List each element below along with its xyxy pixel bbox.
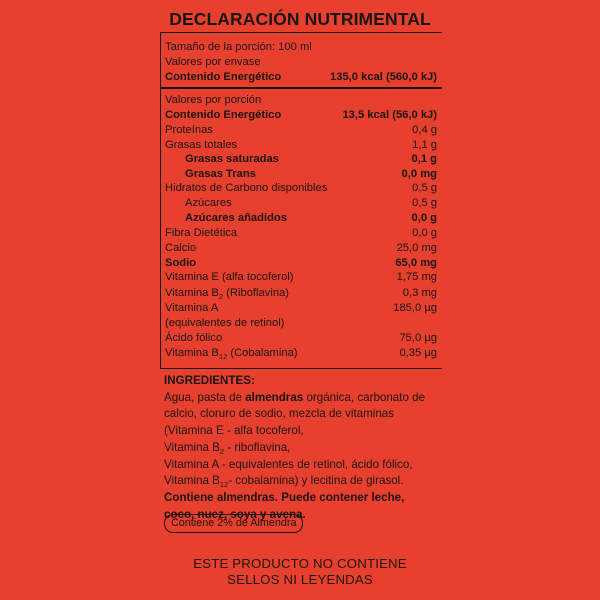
serving-energy-row [165, 108, 437, 122]
nutrient-label: Grasas saturadas [185, 153, 279, 165]
nutrient-label: Vitamina E (alfa tocoferol) [165, 271, 294, 283]
vitamin-prefix: Vitamina B [165, 347, 219, 359]
nutrient-value: 1,75 mg [396, 271, 437, 283]
footer-line-2: SELLOS NI LEYENDAS [227, 572, 373, 587]
nutrient-label: Hidratos de Carbono disponibles [165, 182, 328, 194]
nutrient-value: 0,5 g [412, 182, 437, 194]
per-serving-row [165, 93, 437, 107]
ingredients-text: Vitamina B [164, 440, 220, 454]
per-container-label: Valores por envase [165, 56, 261, 68]
nutrient-label: Azúcares [185, 197, 232, 209]
nutrient-label: Vitamina A [165, 302, 219, 314]
nutrient-row-anadidos [165, 211, 437, 225]
nutrient-label: Fibra Dietética [165, 227, 238, 239]
ingredients-line: calcio, cloruro de sodio, mezcla de vitaminas [164, 407, 395, 421]
ingredients-line: (Vitamina E - alfa tocoferol, [164, 424, 304, 438]
nutrient-row-vitamina-b2 [165, 286, 437, 300]
nutrient-value: 0,5 g [412, 197, 437, 209]
ingredients-text: Vitamina B [164, 474, 220, 488]
nutrient-label: Calcio [165, 242, 197, 254]
ingredients-line [164, 440, 446, 457]
ingredients-text: Agua, pasta de [164, 390, 246, 404]
nutrient-value: 0,1 g [411, 153, 437, 165]
container-energy-value: 135,0 kcal (560,0 kJ) [330, 71, 437, 83]
serving-size-label: Tamaño de la porción: 100 ml [165, 41, 312, 53]
nutrient-label: (equivalentes de retinol) [165, 317, 285, 329]
container-energy-label: Contenido Energético [165, 71, 282, 83]
vitamin-prefix: Vitamina B [165, 287, 219, 299]
page-title: DECLARACIÓN NUTRIMENTAL [169, 9, 431, 29]
footer-line-1: ESTE PRODUCTO NO CONTIENE [193, 556, 407, 571]
nutrient-value: 0,4 g [412, 124, 437, 136]
nutrient-row-calcio [165, 241, 437, 255]
nutrient-value: 65,0 mg [395, 257, 437, 269]
nutrient-row-fibra [165, 226, 437, 240]
nutrient-value: 0,0 mg [401, 168, 437, 180]
nutrient-label: Azúcares añadidos [185, 212, 287, 224]
nutrient-row-trans [165, 167, 437, 181]
serving-size-row [165, 40, 437, 54]
per-serving-label: Valores por porción [165, 94, 262, 106]
ingredients-text: orgánica, carbonato de [303, 390, 426, 404]
nutrient-row-vitamina-a-note [165, 316, 437, 330]
nutrient-row-saturadas [165, 152, 437, 166]
vitamin-subscript: 12 [218, 352, 228, 361]
vitamin-subscript: 2 [218, 292, 224, 301]
nutrient-label [165, 346, 298, 360]
nutrient-value: 0,3 mg [402, 287, 437, 299]
nutrient-label [165, 286, 289, 300]
ingredients-line [164, 473, 446, 490]
section-divider [160, 87, 442, 89]
nutrient-row-grasas [165, 138, 437, 152]
vitamin-suffix: (Riboflavina) [223, 287, 289, 299]
almond-content-badge: Contiene 2% de Almendra [164, 514, 303, 533]
ingredients-text: - cobalamina) y lecitina de girasol. [228, 474, 404, 488]
nutrient-row-folico [165, 331, 437, 345]
nutrient-value: 25,0 mg [396, 242, 437, 254]
ingredients-line: Vitamina A - equivalentes de retinol, ácido fólico, [164, 457, 413, 471]
serving-energy-label: Contenido Energético [165, 109, 282, 121]
nutrient-value: 0,35 µg [399, 347, 437, 359]
nutrient-row-hidratos [165, 181, 437, 195]
nutrient-row-vitamina-b12 [165, 346, 437, 360]
nutrient-label: Grasas Trans [185, 168, 256, 180]
nutrient-label: Grasas totales [165, 139, 238, 151]
ingredients-subscript: 2 [219, 446, 225, 456]
nutrient-row-sodio [165, 256, 437, 270]
ingredients-allergen: almendras [245, 390, 304, 404]
nutrient-value: 75,0 µg [399, 332, 437, 344]
nutrient-label: Sodio [165, 257, 197, 269]
nutrient-value: 0,0 g [411, 212, 437, 224]
ingredients-line [164, 390, 446, 407]
nutrient-row-vitamina-a [165, 301, 437, 315]
container-energy-row [165, 70, 437, 84]
ingredients-allergen-line: Contiene almendras. Puede contener leche, [164, 490, 405, 504]
nutrient-value: 0,0 g [412, 227, 437, 239]
ingredients-heading: INGREDIENTES: [164, 374, 255, 387]
serving-energy-value: 13,5 kcal (56,0 kJ) [342, 109, 437, 121]
nutrient-row-vitamina-e [165, 270, 437, 284]
ingredients-allergen-line: coco, nuez, soya y avena. [164, 507, 306, 521]
ingredients-text: - riboflavina, [224, 440, 291, 454]
nutrient-row-proteinas [165, 123, 437, 137]
nutrient-value: 185,0 µg [393, 302, 437, 314]
nutrient-row-azucares [165, 196, 437, 210]
ingredients-subscript: 12 [219, 480, 229, 490]
nutrient-value: 1,1 g [412, 139, 437, 151]
nutrient-label: Ácido fólico [165, 332, 223, 344]
nutrient-label: Proteínas [165, 124, 213, 136]
per-container-row [165, 55, 437, 69]
vitamin-suffix: (Cobalamina) [227, 347, 298, 359]
